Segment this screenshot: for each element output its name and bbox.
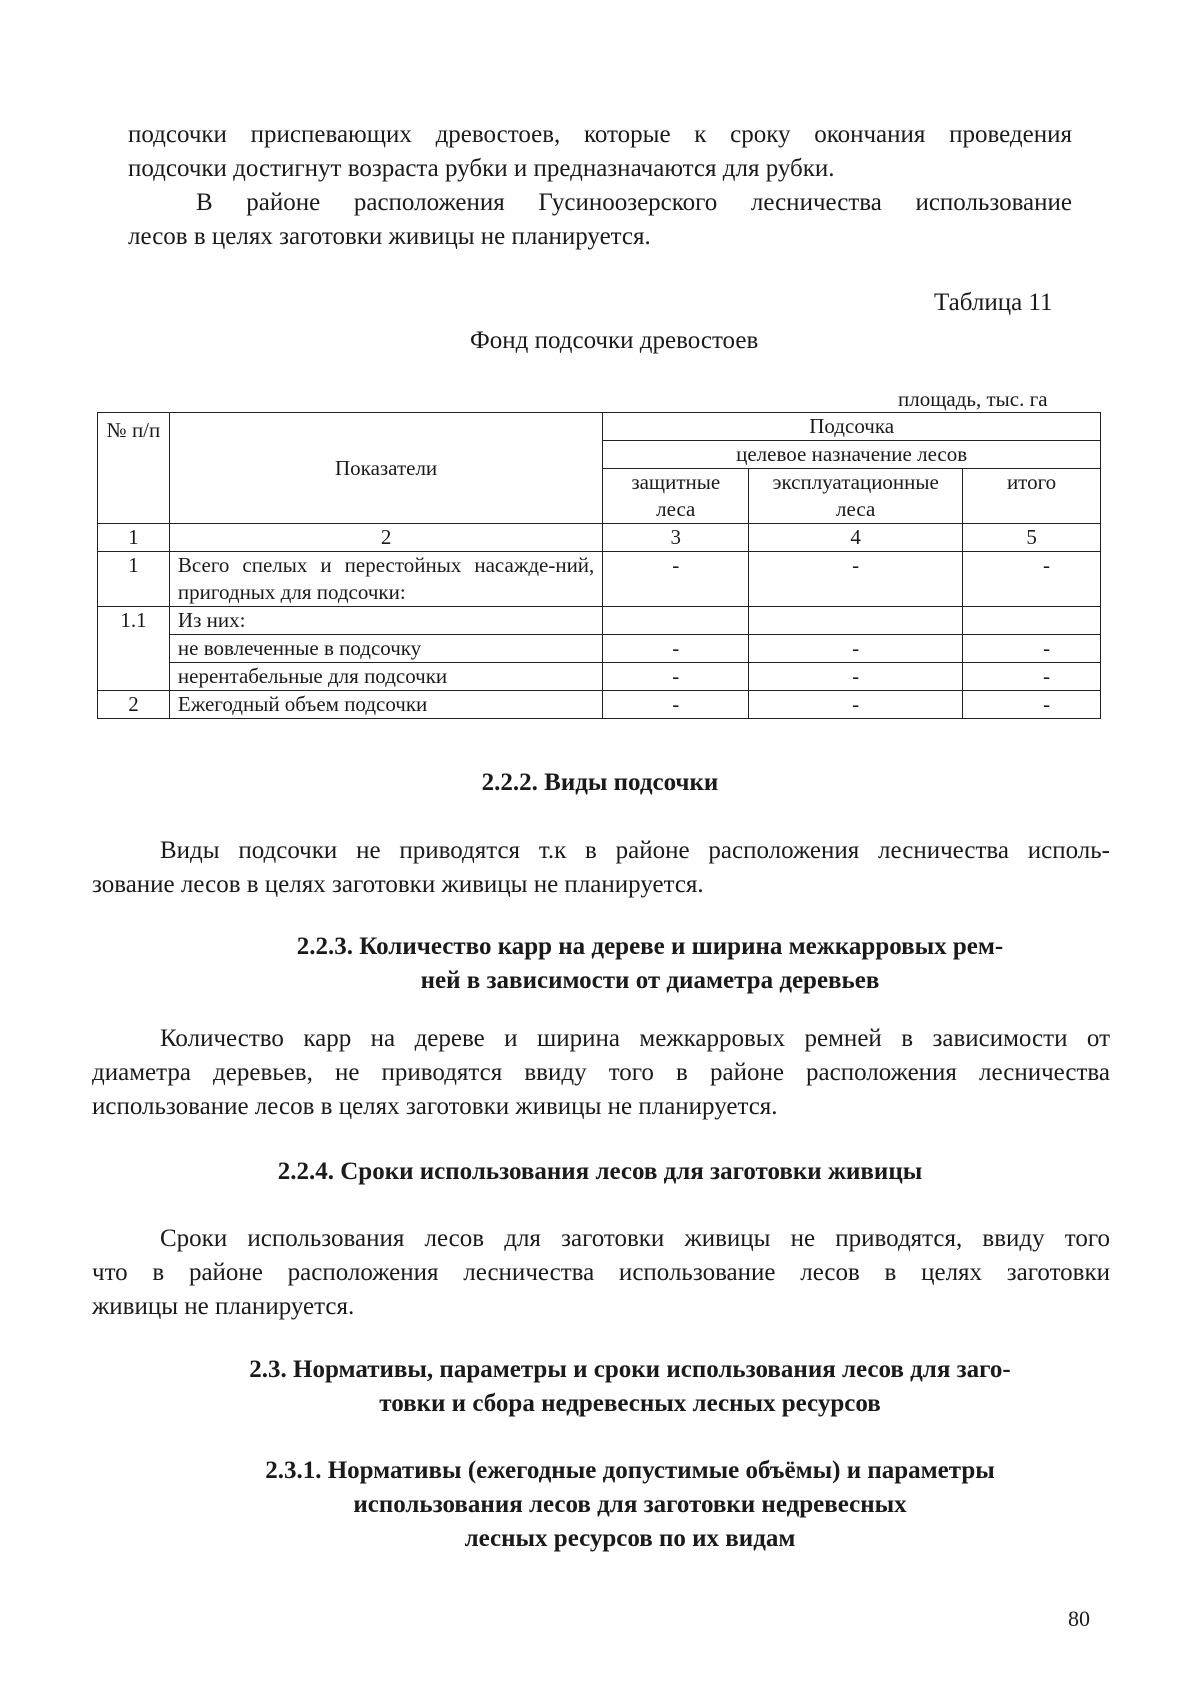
header-purpose: целевое назначение лесов bbox=[603, 441, 1101, 469]
section-2-3-1-title-2: использования лесов для заготовки недревесных bbox=[353, 1491, 907, 1518]
col-number-5: 5 bbox=[963, 524, 1101, 552]
intro-paragraph bbox=[128, 118, 1072, 254]
row-value-exploitation: - bbox=[749, 691, 963, 719]
row-label: Из них: bbox=[169, 607, 602, 635]
section-2-2-3-title-2: ней в зависимости от диаметра деревьев bbox=[420, 967, 880, 994]
row-value-protective: - bbox=[603, 552, 749, 607]
section-2-2-2-line-1: Виды подсочки не приводятся т.к в районе расположения лесничества исполь- bbox=[160, 837, 1110, 864]
section-2-3-1-title-3: лесных ресурсов по их видам bbox=[464, 1525, 796, 1552]
row-value-exploitation: - bbox=[749, 635, 963, 663]
section-2-2-2-heading bbox=[0, 766, 1200, 800]
table-unit: площадь, тыс. га bbox=[898, 387, 1048, 411]
intro-line-3: В районе расположения Гусиноозерского лесничества использование bbox=[196, 189, 1072, 216]
intro-line-1: подсочки приспевающих древостоев, которые к сроку окончания проведения bbox=[128, 121, 1072, 148]
section-2-2-4-paragraph bbox=[92, 1222, 1110, 1324]
section-2-2-4-line-3: живицы не планируется. bbox=[92, 1293, 355, 1320]
section-2-2-2-line-2: зование лесов в целях заготовки живицы не планируется. bbox=[92, 871, 704, 898]
col-number-3: 3 bbox=[603, 524, 749, 552]
row-value-total bbox=[963, 607, 1101, 635]
section-2-2-3-line-3: использование лесов в целях заготовки живицы не планируется. bbox=[92, 1093, 778, 1120]
section-2-3-title-2: товки и сбора недревесных лесных ресурсов bbox=[379, 1390, 881, 1417]
section-2-2-3-title-1: 2.2.3. Количество карр на дереве и ширина межкарровых рем- bbox=[296, 933, 1004, 960]
page-number: 80 bbox=[1068, 1606, 1090, 1631]
row-num: 1 bbox=[98, 552, 170, 607]
row-label: не вовлеченные в подсочку bbox=[169, 635, 602, 663]
section-2-3-1-title-1: 2.3.1. Нормативы (ежегодные допустимые объёмы) и параметры bbox=[265, 1457, 995, 1484]
section-2-2-4-line-2: что в районе расположения лесничества использование лесов в целях заготовки bbox=[92, 1259, 1110, 1286]
section-2-2-3-line-2: диаметра деревьев, не приводятся ввиду того в районе расположения лесничества bbox=[92, 1059, 1110, 1086]
table-title: Фонд подсочки древостоев bbox=[470, 327, 759, 354]
intro-line-2: подсочки достигнут возраста рубки и предназначаются для рубки. bbox=[128, 155, 835, 182]
col-number-1: 1 bbox=[98, 524, 170, 552]
col-number-2: 2 bbox=[169, 524, 602, 552]
section-2-3-title-1: 2.3. Нормативы, параметры и сроки использования лесов для заго- bbox=[249, 1356, 1011, 1383]
row-value-protective: - bbox=[603, 663, 749, 691]
row-value-protective bbox=[603, 607, 749, 635]
row-label: нерентабельные для подсочки bbox=[169, 663, 602, 691]
section-2-3-1-heading bbox=[200, 1454, 1060, 1556]
table-row bbox=[98, 607, 1101, 635]
section-2-2-3-paragraph bbox=[92, 1022, 1110, 1124]
fund-table bbox=[97, 412, 1101, 719]
row-value-exploitation bbox=[749, 607, 963, 635]
row-num: 1.1 bbox=[98, 607, 170, 691]
section-2-2-4-heading bbox=[100, 1155, 1100, 1189]
table-row bbox=[98, 663, 1101, 691]
table-row-col-numbers bbox=[98, 524, 1101, 552]
row-num: 2 bbox=[98, 691, 170, 719]
header-num: № п/п bbox=[98, 413, 170, 524]
header-indicators: Показатели bbox=[169, 413, 602, 524]
row-value-total: - bbox=[963, 691, 1101, 719]
col-number-4: 4 bbox=[749, 524, 963, 552]
row-value-total: - bbox=[963, 552, 1101, 607]
row-value-protective: - bbox=[603, 635, 749, 663]
row-value-total: - bbox=[963, 635, 1101, 663]
header-exploitation: эксплуатационные леса bbox=[749, 469, 963, 524]
intro-line-4: лесов в целях заготовки живицы не планируется. bbox=[128, 223, 651, 250]
section-2-3-heading bbox=[180, 1353, 1080, 1421]
table-row bbox=[98, 691, 1101, 719]
row-value-protective: - bbox=[603, 691, 749, 719]
section-2-2-3-heading bbox=[240, 930, 1060, 998]
section-2-2-2-title: 2.2.2. Виды подсочки bbox=[481, 769, 719, 796]
section-2-2-3-line-1: Количество карр на дереве и ширина межкарровых ремней в зависимости от bbox=[160, 1025, 1110, 1052]
section-2-2-4-title: 2.2.4. Сроки использования лесов для заготовки живицы bbox=[277, 1158, 923, 1185]
row-value-total: - bbox=[963, 663, 1101, 691]
table-row bbox=[98, 552, 1101, 607]
table-row bbox=[98, 635, 1101, 663]
header-total: итого bbox=[963, 469, 1101, 524]
section-2-2-4-line-1: Сроки использования лесов для заготовки живицы не приводятся, ввиду того bbox=[160, 1225, 1110, 1252]
header-podsochka: Подсочка bbox=[603, 413, 1101, 441]
section-2-2-2-paragraph bbox=[92, 834, 1110, 902]
row-label: Ежегодный объем подсочки bbox=[169, 691, 602, 719]
row-label: Всего спелых и перестойных насажде-ний, пригодных для подсочки: bbox=[169, 552, 602, 607]
row-value-exploitation: - bbox=[749, 552, 963, 607]
header-protective: защитные леса bbox=[603, 469, 749, 524]
table-label: Таблица 11 bbox=[934, 289, 1053, 316]
row-value-exploitation: - bbox=[749, 663, 963, 691]
